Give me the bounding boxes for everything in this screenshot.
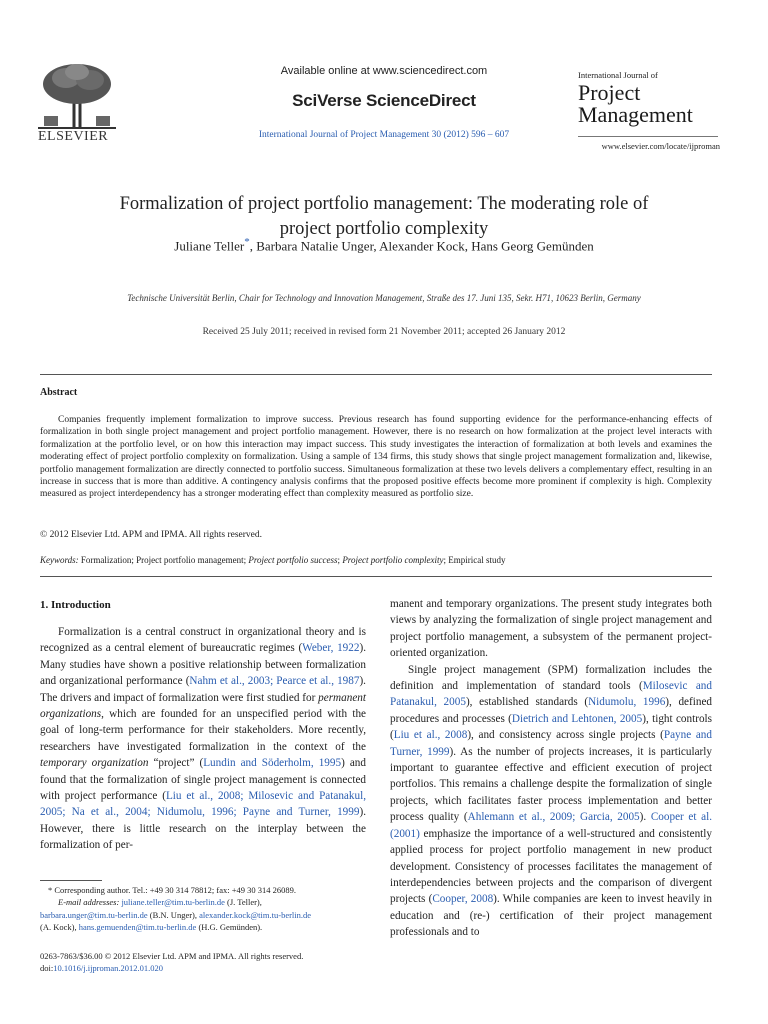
article-title-line1: Formalization of project portfolio management: The moderating role of xyxy=(119,194,649,214)
email-owner: (J. Teller), xyxy=(224,897,262,908)
abstract-body: Companies frequently implement formalization to improve success. Previous research has found supporting evidence for the performance-enhancing effects of formalization in both single project management and project portfolio management. However, there is no research on how formalization at the project level interacts with formalization at the portfolio level, or on how this interaction may impact success. This study investigates the interaction of formalization at both levels and examines the moderating effect of project portfolio complexity on formalization. Using a sample of 134 firms, this study shows that single project management formalization and, likewise, portfolio management formalization are directly connected to portfolio success. Simultaneous formalization at these two levels delivers a complementary effect, resulting in an increase in success that is more than additive. A contingency analysis confirms that the proposed positive effects become more prominent if complexity is high. Complexity measured as project interdependency has a stronger moderating effect than complexity measured as portfolio size. xyxy=(40,415,712,500)
journal-title-line1: Project xyxy=(578,80,641,105)
article-identifiers xyxy=(40,950,303,975)
footnote-corresponding xyxy=(40,884,370,896)
article-title-line2: project portfolio complexity xyxy=(279,219,489,239)
citation-link[interactable]: Weber, 1922 xyxy=(302,642,360,655)
body-text: ). While companies are keen to invest heavily in education and (re-) certification of their project management professionals and to xyxy=(390,893,712,939)
corresponding-author-mark[interactable]: * xyxy=(244,236,250,248)
body-text: ), and consistency across single projects ( xyxy=(467,729,664,742)
citation-link[interactable]: Liu et al., 2008; Milosevic and Patanakul, 2005; Na et al., 2004; Nidumolu, 1996; Payne and Turner, 1999 xyxy=(40,790,366,819)
doi-line xyxy=(40,962,303,974)
email-owner: (B.N. Unger), xyxy=(147,909,200,920)
article-dates: Received 25 July 2011; received in revised form 21 November 2011; accepted 26 January 2012 xyxy=(202,327,566,337)
citation-link[interactable]: Liu et al., 2008 xyxy=(393,729,468,742)
right-column xyxy=(390,596,712,941)
email-owner: (A. Kock), xyxy=(40,921,79,932)
journal-logo xyxy=(578,70,718,126)
abstract-copyright: © 2012 Elsevier Ltd. APM and IPMA. All rights reserved. xyxy=(40,530,263,540)
journal-title xyxy=(578,82,718,126)
body-text: ). Many studies have shown a positive relationship between formalization and organizational performance ( xyxy=(40,642,366,688)
body-text: Single project management (SPM) formalization includes the definition and implementation of standard tools ( xyxy=(390,663,712,693)
citation-link[interactable]: Dietrich and Lehtonen, 2005 xyxy=(511,712,643,725)
citation-link[interactable]: Ahlemann et al., 2009; Garcia, 2005 xyxy=(467,811,640,824)
body-text: ), defined procedures and processes ( xyxy=(390,696,713,725)
sciencedirect-brand: SciVerse ScienceDirect xyxy=(292,91,476,110)
keywords-label: Keywords: xyxy=(40,555,79,565)
emphasis-text: permanent organizations xyxy=(40,691,366,721)
body-text: ). As the number of projects increases, it is particularly important to guarantee effective and efficient execution of project portfolios. This remains a challenge despite the formalization of single projects, which facilitates faster process implementation and better process quality ( xyxy=(390,745,712,824)
footnote-contact: Corresponding author. Tel.: +49 30 314 78812; fax: +49 30 314 26089. xyxy=(52,885,296,895)
intro-paragraph xyxy=(40,624,366,854)
authors-rest: , Barbara Natalie Unger, Alexander Kock, Hans Georg Gemünden xyxy=(249,238,594,254)
keyword-italic: Project portfolio success xyxy=(248,555,338,565)
body-text: ). xyxy=(639,811,651,824)
left-column xyxy=(40,624,366,854)
journal-subtitle: International Journal of xyxy=(578,70,658,80)
email-link[interactable]: alexander.kock@tim.tu-berlin.de xyxy=(199,909,312,920)
keyword-sep: ; xyxy=(337,555,343,565)
journal-url[interactable]: www.elsevier.com/locate/ijproman xyxy=(601,141,720,151)
abstract-top-rule xyxy=(40,374,712,375)
email-link[interactable]: hans.gemuenden@tim.tu-berlin.de xyxy=(78,921,197,932)
doi-link[interactable]: 10.1016/j.ijproman.2012.01.020 xyxy=(53,963,164,974)
footnote-emails xyxy=(40,896,370,908)
abstract-bottom-rule xyxy=(40,576,712,577)
publisher-name: ELSEVIER xyxy=(38,129,109,144)
email-link[interactable]: juliane.teller@tim.tu-berlin.de xyxy=(121,897,225,908)
journal-citation[interactable]: International Journal of Project Management 30 (2012) 596 – 607 xyxy=(258,130,510,140)
spm-paragraph xyxy=(390,662,712,941)
body-text: ) and found that the formalization of single project management is connected with project performance ( xyxy=(40,757,366,803)
body-text: “project” ( xyxy=(148,757,204,770)
available-online-text[interactable]: Available online at www.sciencedirect.com xyxy=(280,65,488,77)
citation-link[interactable]: Nahm et al., 2003; Pearce et al., 1987 xyxy=(189,675,360,688)
body-text: Formalization is a central construct in organizational theory and is recognized as a central element of bureaucratic regimes ( xyxy=(40,626,366,655)
footnote-emails-cont2 xyxy=(40,921,370,933)
article-title xyxy=(40,192,728,242)
doi-label: doi: xyxy=(40,963,54,974)
affiliation: Technische Universität Berlin, Chair for Technology and Innovation Management, Straße des 17. Juni 135, Sekr. H71, 10623 Berlin, Germany xyxy=(127,293,641,303)
email-label: E-mail addresses: xyxy=(58,897,120,908)
body-text: , which are founded for an unspecified period with the goal of long-term performance for their stakeholders. More recently, researchers have investigated formalization in the context of the xyxy=(40,708,366,753)
issn-line: 0263-7863/$36.00 © 2012 Elsevier Ltd. APM and IPMA. All rights reserved. xyxy=(40,951,304,961)
journal-divider xyxy=(578,136,718,137)
continued-paragraph: manent and temporary organizations. The present study integrates both views by analyzing the formalization of single project management and project portfolio management, a subsystem of the permanent project-oriented organization. xyxy=(390,598,712,660)
footnote-emails-cont xyxy=(40,909,370,921)
keywords xyxy=(40,555,712,565)
footnote-mark: * xyxy=(48,885,53,895)
citation-link[interactable]: Nidumolu, 1996 xyxy=(588,696,666,709)
body-text: ), tight controls ( xyxy=(390,712,713,742)
author-list xyxy=(40,236,728,254)
citation-link[interactable]: Cooper et al. (2001) xyxy=(390,811,712,840)
email-owner: (H.G. Gemünden). xyxy=(196,921,263,932)
section-heading: 1. Introduction xyxy=(40,599,111,611)
citation-link[interactable]: Lundin and Söderholm, 1995 xyxy=(203,757,342,770)
author-teller: Juliane Teller xyxy=(174,238,245,254)
footnote-rule xyxy=(40,880,102,881)
journal-title-line2: Management xyxy=(578,102,693,127)
abstract-heading: Abstract xyxy=(40,387,78,398)
keyword-italic: Project portfolio complexity xyxy=(342,555,444,565)
keyword-text: Formalization; Project portfolio management; xyxy=(78,555,249,565)
keyword-text: ; Empirical study xyxy=(443,555,506,565)
footnote xyxy=(40,884,370,933)
body-text: ). The drivers and impact of formalization were first studied for xyxy=(40,675,366,704)
body-text: ), established standards ( xyxy=(465,696,589,709)
citation-link[interactable]: Payne and Turner, 1999 xyxy=(390,729,712,758)
body-text: ). However, there is little research on the interplay between the formalization of per- xyxy=(40,806,366,852)
citation-link[interactable]: Milosevic and Patanakul, 2005 xyxy=(390,680,712,709)
citation-link[interactable]: Cooper, 2008 xyxy=(432,893,494,906)
email-link[interactable]: barbara.unger@tim.tu-berlin.de xyxy=(40,909,148,920)
emphasis-text: temporary organization xyxy=(40,757,149,770)
body-text: emphasize the importance of a well-structured and consistently applied process for project portfolio management in new product development. Consistency of processes facilitates the management of interdependencies between projects and the comparison of divergent projects ( xyxy=(390,827,712,906)
